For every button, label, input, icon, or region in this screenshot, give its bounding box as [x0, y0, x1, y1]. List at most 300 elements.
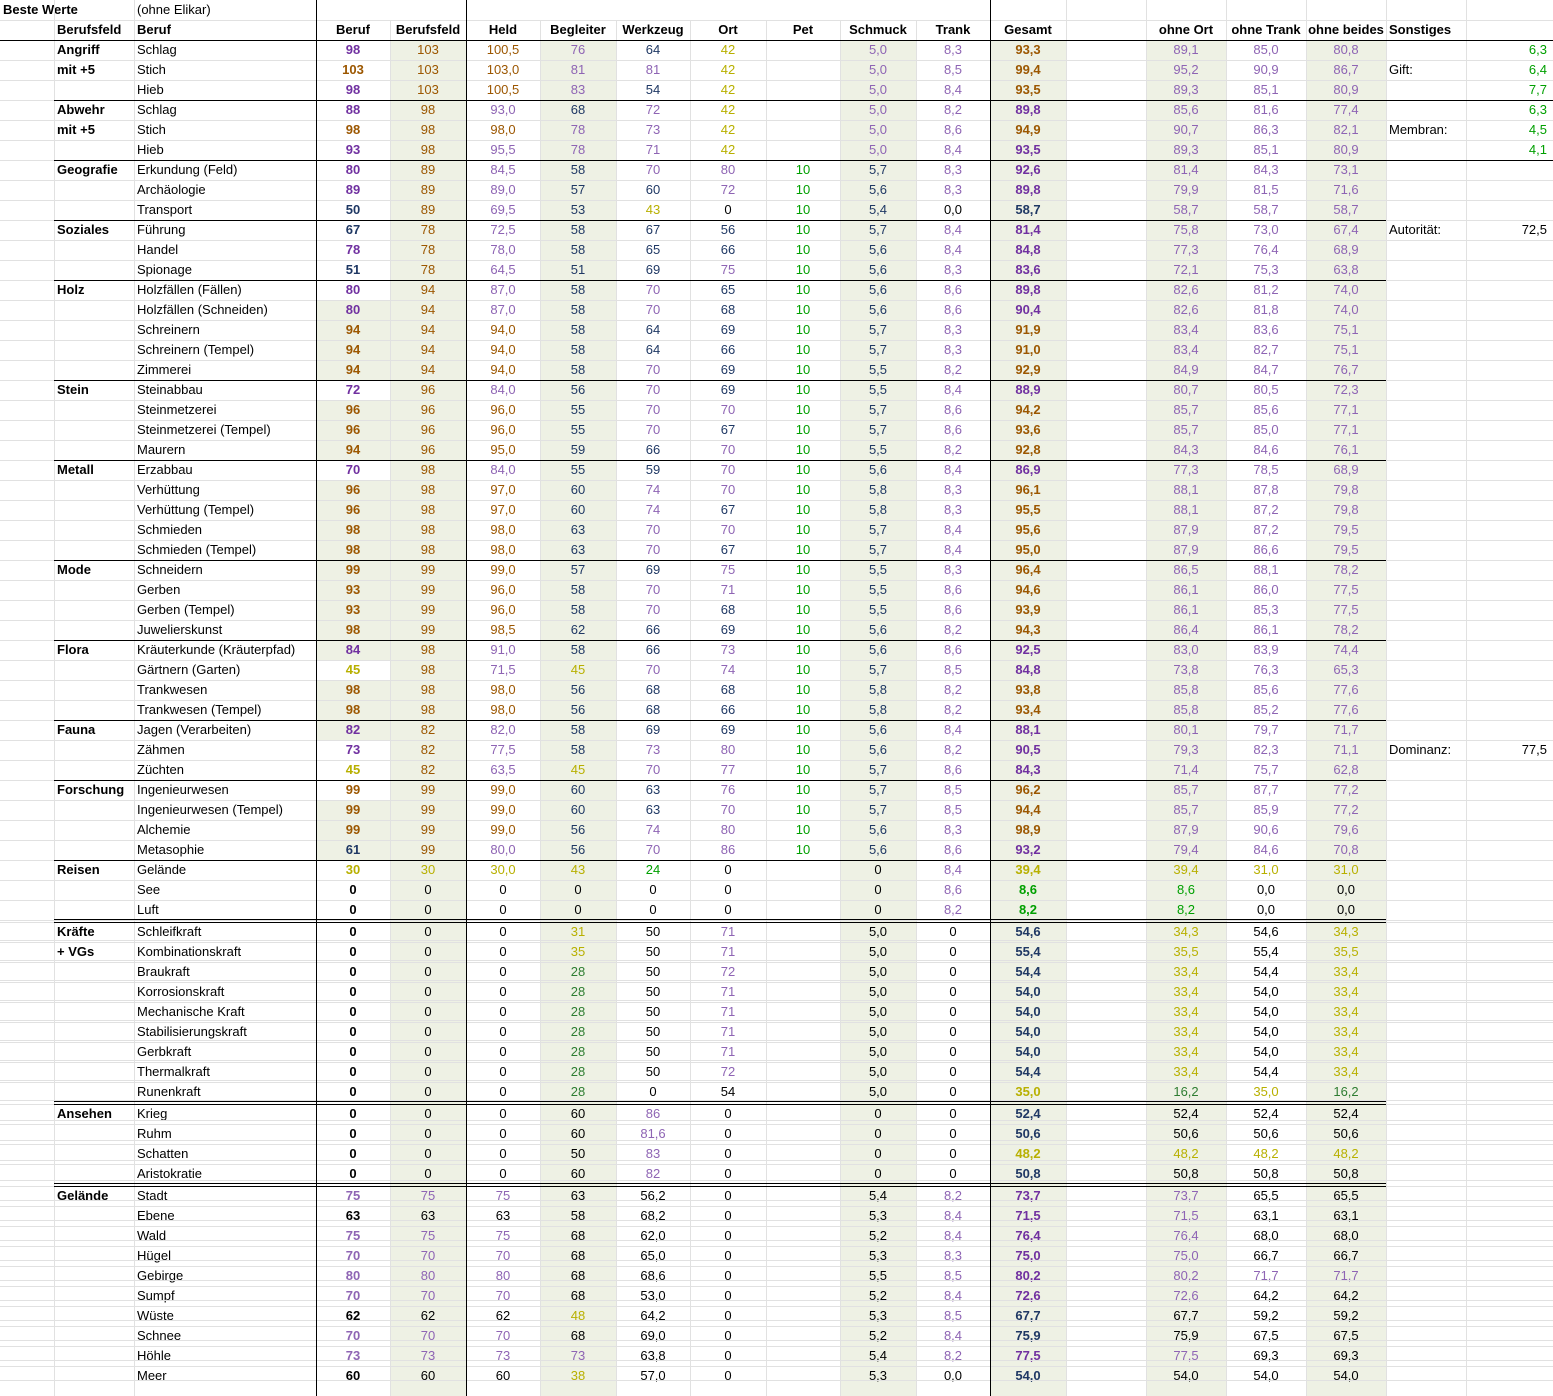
cell-ohne-ort[interactable]: 86,1 [1173, 582, 1199, 597]
cell-beruf-name[interactable]: Schnee [137, 1328, 182, 1343]
cell-berufsfeld[interactable] [54, 820, 134, 840]
cell-pet[interactable] [766, 1326, 840, 1346]
cell-blank[interactable] [1066, 60, 1146, 80]
cell-schmuck[interactable]: 5,5 [868, 1268, 888, 1283]
cell-ohne-trank[interactable]: 54,0 [1253, 1024, 1279, 1039]
cell-sonstiges-value[interactable] [1466, 1366, 1553, 1386]
cell-blank[interactable] [1066, 220, 1146, 240]
cell-ohne-beides[interactable]: 16,2 [1333, 1084, 1359, 1099]
cell-ohne-ort[interactable]: 8,2 [1176, 902, 1196, 917]
cell-berufsfeld[interactable] [54, 580, 134, 600]
cell-gesamt[interactable]: 39,4 [1015, 862, 1041, 877]
cell-schmuck[interactable]: 5,0 [868, 1004, 888, 1019]
cell-schmuck[interactable]: 0 [874, 1146, 882, 1161]
cell-begleiter[interactable]: 0 [574, 882, 582, 897]
cell-beruf[interactable]: 73 [345, 1348, 361, 1363]
cell-pet[interactable] [766, 922, 840, 942]
cell-sonstiges-value[interactable] [1466, 160, 1553, 180]
cell-ort[interactable]: 56 [720, 222, 736, 237]
cell-pet[interactable] [766, 900, 840, 920]
cell-pet[interactable] [766, 1042, 840, 1062]
cell-ort[interactable]: 0 [724, 1268, 732, 1283]
cell-gesamt[interactable]: 35,0 [1015, 1084, 1041, 1099]
cell-beruf-name[interactable]: Erkundung (Feld) [137, 162, 238, 177]
cell-ohne-trank[interactable]: 81,6 [1253, 102, 1279, 117]
cell-schmuck[interactable]: 5,0 [868, 82, 888, 97]
cell-beruf-name[interactable]: Gerben [137, 582, 181, 597]
cell-ohne-trank[interactable]: 54,0 [1253, 1044, 1279, 1059]
cell-pet[interactable]: 10 [795, 722, 811, 737]
cell-beruf[interactable]: 99 [345, 562, 361, 577]
cell-gesamt[interactable]: 95,0 [1015, 542, 1041, 557]
cell-ohne-beides[interactable]: 68,9 [1333, 462, 1359, 477]
cell-werkzeug[interactable]: 69 [645, 262, 661, 277]
cell-ort[interactable]: 54 [720, 1084, 736, 1099]
cell-trank[interactable]: 8,3 [943, 262, 963, 277]
cell-sonstiges-value[interactable] [1466, 840, 1553, 860]
cell-ohne-ort[interactable]: 84,3 [1173, 442, 1199, 457]
cell-werkzeug[interactable]: 68,6 [640, 1268, 666, 1283]
cell-ohne-trank[interactable]: 85,1 [1253, 82, 1279, 97]
cell-ohne-ort[interactable]: 58,7 [1173, 202, 1199, 217]
cell-schmuck[interactable]: 5,5 [868, 582, 888, 597]
cell-werkzeug[interactable]: 56,2 [640, 1188, 666, 1203]
header-beruf-name[interactable]: Beruf [137, 22, 171, 37]
cell-pet[interactable]: 10 [795, 682, 811, 697]
cell-begleiter[interactable]: 68 [570, 1228, 586, 1243]
cell-begleiter[interactable]: 58 [570, 722, 586, 737]
cell-ohne-beides[interactable]: 48,2 [1333, 1146, 1359, 1161]
cell-werkzeug[interactable]: 74 [645, 502, 661, 517]
cell-sonstiges[interactable] [1386, 942, 1466, 962]
cell-berufsfeld-value[interactable]: 98 [420, 462, 436, 477]
cell-held[interactable]: 95,0 [490, 442, 516, 457]
cell-ort[interactable]: 42 [720, 82, 736, 97]
cell-ohne-ort[interactable]: 35,5 [1173, 944, 1199, 959]
cell-blank[interactable] [1066, 460, 1146, 480]
cell-trank[interactable]: 8,6 [943, 402, 963, 417]
cell-sonstiges[interactable] [1386, 320, 1466, 340]
cell-beruf-name[interactable]: Ingenieurwesen (Tempel) [137, 802, 283, 817]
cell-ort[interactable]: 71 [720, 1004, 736, 1019]
cell-sonstiges[interactable] [1386, 900, 1466, 920]
cell-gesamt[interactable]: 86,9 [1015, 462, 1041, 477]
cell-begleiter[interactable]: 55 [570, 462, 586, 477]
cell-trank[interactable]: 8,5 [943, 62, 963, 77]
cell-beruf[interactable]: 96 [345, 482, 361, 497]
cell-beruf[interactable]: 96 [345, 402, 361, 417]
cell-blank[interactable] [1066, 680, 1146, 700]
cell-berufsfeld-value[interactable]: 98 [420, 142, 436, 157]
cell-ohne-ort[interactable]: 33,4 [1173, 1044, 1199, 1059]
cell-ohne-beides[interactable]: 77,6 [1333, 702, 1359, 717]
cell-beruf-name[interactable]: Stadt [137, 1188, 168, 1203]
cell-trank[interactable]: 8,6 [943, 582, 963, 597]
cell-werkzeug[interactable]: 73 [645, 742, 661, 757]
cell-sonstiges-value[interactable] [1466, 320, 1553, 340]
cell-sonstiges[interactable] [1386, 340, 1466, 360]
cell-held[interactable]: 94,0 [490, 362, 516, 377]
cell-sonstiges[interactable] [1386, 1286, 1466, 1306]
cell-ohne-trank[interactable]: 76,4 [1253, 242, 1279, 257]
cell-schmuck[interactable]: 5,3 [868, 1368, 888, 1383]
cell-ohne-beides[interactable]: 50,6 [1333, 1126, 1359, 1141]
cell-sonstiges-value[interactable] [1466, 380, 1553, 400]
cell-berufsfeld[interactable] [54, 1164, 134, 1184]
cell-ort[interactable]: 42 [720, 122, 736, 137]
cell-held[interactable]: 98,5 [490, 622, 516, 637]
cell-beruf-name[interactable]: Ingenieurwesen [137, 782, 229, 797]
cell-berufsfeld[interactable] [54, 320, 134, 340]
cell-pet[interactable]: 10 [795, 762, 811, 777]
cell-gesamt[interactable]: 77,5 [1015, 1348, 1041, 1363]
cell-ort[interactable]: 69 [720, 362, 736, 377]
cell-beruf-name[interactable]: Luft [137, 902, 159, 917]
cell-beruf-name[interactable]: Steinmetzerei (Tempel) [137, 422, 271, 437]
cell-ohne-beides[interactable]: 68,0 [1333, 1228, 1359, 1243]
cell-berufsfeld[interactable]: Geografie [57, 162, 118, 177]
cell-berufsfeld-value[interactable]: 98 [420, 642, 436, 657]
cell-ohne-ort[interactable]: 89,3 [1173, 142, 1199, 157]
cell-trank[interactable]: 8,3 [943, 42, 963, 57]
cell-pet[interactable]: 10 [795, 242, 811, 257]
cell-pet[interactable] [766, 1124, 840, 1144]
cell-ohne-trank[interactable]: 78,5 [1253, 462, 1279, 477]
cell-ohne-trank[interactable]: 85,6 [1253, 402, 1279, 417]
cell-blank[interactable] [1066, 962, 1146, 982]
cell-begleiter[interactable]: 78 [570, 142, 586, 157]
cell-ort[interactable]: 67 [720, 422, 736, 437]
cell-gesamt[interactable]: 90,5 [1015, 742, 1041, 757]
cell-werkzeug[interactable]: 74 [645, 822, 661, 837]
cell-held[interactable]: 98,0 [490, 122, 516, 137]
cell-beruf[interactable]: 70 [345, 462, 361, 477]
cell-blank[interactable] [1066, 860, 1146, 880]
cell-ohne-ort[interactable]: 87,9 [1173, 542, 1199, 557]
cell-schmuck[interactable]: 5,7 [868, 322, 888, 337]
cell-schmuck[interactable]: 5,7 [868, 222, 888, 237]
cell-held[interactable]: 73 [495, 1348, 511, 1363]
cell-gesamt[interactable]: 89,8 [1015, 102, 1041, 117]
cell-begleiter[interactable]: 56 [570, 682, 586, 697]
cell-gesamt[interactable]: 50,8 [1015, 1166, 1041, 1181]
cell-trank[interactable]: 0 [949, 1024, 957, 1039]
cell-ohne-beides[interactable]: 69,3 [1333, 1348, 1359, 1363]
cell-pet[interactable] [766, 1306, 840, 1326]
cell-berufsfeld[interactable]: Stein [57, 382, 89, 397]
cell-pet[interactable] [766, 1082, 840, 1102]
cell-ohne-trank[interactable]: 86,3 [1253, 122, 1279, 137]
header-held[interactable]: Held [488, 22, 518, 37]
cell-beruf[interactable]: 0 [349, 1064, 357, 1079]
cell-ort[interactable]: 0 [724, 1308, 732, 1323]
cell-ohne-ort[interactable]: 71,5 [1173, 1208, 1199, 1223]
cell-werkzeug[interactable]: 50 [645, 1044, 661, 1059]
cell-blank[interactable] [1066, 180, 1146, 200]
cell-beruf[interactable]: 94 [345, 362, 361, 377]
cell-schmuck[interactable]: 5,2 [868, 1228, 888, 1243]
header-blank[interactable] [1066, 20, 1146, 40]
cell-berufsfeld[interactable]: Flora [57, 642, 89, 657]
cell-held[interactable]: 98,0 [490, 682, 516, 697]
cell-beruf-name[interactable]: Gerbkraft [137, 1044, 192, 1059]
cell-berufsfeld-value[interactable]: 99 [420, 562, 436, 577]
cell-gesamt[interactable]: 75,9 [1015, 1328, 1041, 1343]
cell-ohne-trank[interactable]: 88,1 [1253, 562, 1279, 577]
cell-begleiter[interactable]: 68 [570, 1288, 586, 1303]
cell-begleiter[interactable]: 58 [570, 322, 586, 337]
cell-begleiter[interactable]: 63 [570, 542, 586, 557]
cell-ohne-ort[interactable]: 75,8 [1173, 222, 1199, 237]
cell-trank[interactable]: 0 [949, 1106, 957, 1121]
cell-ohne-beides[interactable]: 68,9 [1333, 242, 1359, 257]
cell-beruf[interactable]: 62 [345, 1308, 361, 1323]
cell-werkzeug[interactable]: 66 [645, 442, 661, 457]
cell-beruf-name[interactable]: Schreinern (Tempel) [137, 342, 255, 357]
cell-pet[interactable] [766, 80, 840, 100]
cell-gesamt[interactable]: 80,2 [1015, 1268, 1041, 1283]
cell-beruf[interactable]: 73 [345, 742, 361, 757]
cell-pet[interactable]: 10 [795, 182, 811, 197]
cell-schmuck[interactable]: 5,0 [868, 122, 888, 137]
cell-werkzeug[interactable]: 81,6 [640, 1126, 666, 1141]
cell-gesamt[interactable]: 54,4 [1015, 1064, 1041, 1079]
cell-blank[interactable] [1066, 1186, 1146, 1206]
cell-held[interactable]: 98,0 [490, 542, 516, 557]
cell-gesamt[interactable]: 94,9 [1015, 122, 1041, 137]
cell-ort[interactable]: 69 [720, 622, 736, 637]
cell-beruf[interactable]: 0 [349, 1146, 357, 1161]
cell-schmuck[interactable]: 5,7 [868, 402, 888, 417]
cell-gesamt[interactable]: 54,0 [1015, 1368, 1041, 1383]
cell-beruf-name[interactable]: Meer [137, 1368, 167, 1383]
cell-ohne-trank[interactable]: 87,2 [1253, 502, 1279, 517]
cell-blank[interactable] [1066, 1326, 1146, 1346]
cell-berufsfeld-value[interactable]: 62 [420, 1308, 436, 1323]
cell-sonstiges[interactable] [1386, 1306, 1466, 1326]
cell-beruf-name[interactable]: Ebene [137, 1208, 175, 1223]
cell-schmuck[interactable]: 5,7 [868, 422, 888, 437]
cell-ohne-ort[interactable]: 79,3 [1173, 742, 1199, 757]
cell-beruf[interactable]: 0 [349, 964, 357, 979]
cell-ort[interactable]: 69 [720, 722, 736, 737]
cell-ohne-ort[interactable]: 39,4 [1173, 862, 1199, 877]
cell-sonstiges-value[interactable] [1466, 780, 1553, 800]
cell-ohne-trank[interactable]: 48,2 [1253, 1146, 1279, 1161]
cell-beruf[interactable]: 80 [345, 162, 361, 177]
cell-ohne-trank[interactable]: 50,6 [1253, 1126, 1279, 1141]
cell-berufsfeld-value[interactable]: 0 [424, 1166, 432, 1181]
cell-ohne-beides[interactable]: 76,1 [1333, 442, 1359, 457]
cell-werkzeug[interactable]: 69,0 [640, 1328, 666, 1343]
cell-sonstiges-value[interactable] [1466, 520, 1553, 540]
cell-gesamt[interactable]: 93,5 [1015, 82, 1041, 97]
cell-trank[interactable]: 8,3 [943, 342, 963, 357]
cell-sonstiges[interactable] [1386, 140, 1466, 160]
cell-schmuck[interactable]: 5,6 [868, 262, 888, 277]
cell-gesamt[interactable]: 54,0 [1015, 984, 1041, 999]
cell-werkzeug[interactable]: 70 [645, 402, 661, 417]
header-sonstiges-value[interactable] [1466, 20, 1553, 40]
cell-begleiter[interactable]: 57 [570, 562, 586, 577]
cell-werkzeug[interactable]: 66 [645, 642, 661, 657]
cell-ohne-beides[interactable]: 77,6 [1333, 682, 1359, 697]
cell-trank[interactable]: 0 [949, 984, 957, 999]
cell-blank[interactable] [1066, 1366, 1146, 1386]
cell-sonstiges[interactable] [1386, 760, 1466, 780]
cell-pet[interactable]: 10 [795, 202, 811, 217]
cell-begleiter[interactable]: 45 [570, 662, 586, 677]
cell-sonstiges-value[interactable] [1466, 720, 1553, 740]
cell-berufsfeld-value[interactable]: 75 [420, 1228, 436, 1243]
cell-held[interactable]: 0 [499, 882, 507, 897]
cell-sonstiges-value[interactable] [1466, 1306, 1553, 1326]
sheet-subtitle[interactable]: (ohne Elikar) [137, 2, 211, 17]
cell-ohne-trank[interactable]: 54,6 [1253, 924, 1279, 939]
cell-ort[interactable]: 72 [720, 964, 736, 979]
cell-pet[interactable]: 10 [795, 642, 811, 657]
cell-held[interactable]: 63 [495, 1208, 511, 1223]
cell-held[interactable]: 72,5 [490, 222, 516, 237]
cell-schmuck[interactable]: 5,8 [868, 482, 888, 497]
cell-trank[interactable]: 8,4 [943, 462, 963, 477]
cell-begleiter[interactable]: 63 [570, 1188, 586, 1203]
cell-sonstiges[interactable] [1386, 400, 1466, 420]
cell-held[interactable]: 99,0 [490, 562, 516, 577]
cell-berufsfeld[interactable]: Angriff [57, 42, 100, 57]
cell-ohne-beides[interactable]: 76,7 [1333, 362, 1359, 377]
cell-sonstiges-value[interactable] [1466, 1346, 1553, 1366]
cell-schmuck[interactable]: 5,0 [868, 924, 888, 939]
cell-berufsfeld[interactable]: Holz [57, 282, 85, 297]
cell-blank[interactable] [1066, 480, 1146, 500]
cell-beruf-name[interactable]: Maurern [137, 442, 186, 457]
cell-beruf-name[interactable]: Trankwesen (Tempel) [137, 702, 262, 717]
cell-gesamt[interactable]: 93,2 [1015, 842, 1041, 857]
cell-pet[interactable] [766, 1164, 840, 1184]
cell-berufsfeld[interactable] [54, 440, 134, 460]
cell-gesamt[interactable]: 88,1 [1015, 722, 1041, 737]
cell-held[interactable]: 0 [499, 1146, 507, 1161]
cell-gesamt[interactable]: 84,3 [1015, 762, 1041, 777]
cell-ohne-ort[interactable]: 89,1 [1173, 42, 1199, 57]
cell-berufsfeld[interactable] [54, 260, 134, 280]
cell-berufsfeld-value[interactable]: 99 [420, 802, 436, 817]
cell-trank[interactable]: 8,5 [943, 662, 963, 677]
cell-ort[interactable]: 70 [720, 442, 736, 457]
cell-held[interactable]: 0 [499, 1064, 507, 1079]
cell-begleiter[interactable]: 28 [570, 984, 586, 999]
cell-held[interactable]: 0 [499, 944, 507, 959]
cell-trank[interactable]: 8,4 [943, 722, 963, 737]
cell-ort[interactable]: 75 [720, 562, 736, 577]
cell-begleiter[interactable]: 68 [570, 1268, 586, 1283]
cell-schmuck[interactable]: 5,6 [868, 242, 888, 257]
cell-beruf[interactable]: 93 [345, 582, 361, 597]
cell-held[interactable]: 96,0 [490, 402, 516, 417]
cell-sonstiges[interactable] [1386, 1346, 1466, 1366]
cell-begleiter[interactable]: 68 [570, 102, 586, 117]
cell-ohne-trank[interactable]: 87,8 [1253, 482, 1279, 497]
cell-blank[interactable] [1066, 1286, 1146, 1306]
cell-pet[interactable]: 10 [795, 542, 811, 557]
cell-trank[interactable]: 0 [949, 964, 957, 979]
cell-ohne-ort[interactable]: 83,0 [1173, 642, 1199, 657]
cell-beruf-name[interactable]: Schatten [137, 1146, 189, 1161]
cell-sonstiges-value[interactable] [1466, 1124, 1553, 1144]
cell-werkzeug[interactable]: 63 [645, 782, 661, 797]
cell-ohne-beides[interactable]: 67,4 [1333, 222, 1359, 237]
cell-blank[interactable] [1066, 1164, 1146, 1184]
cell-werkzeug[interactable]: 72 [645, 102, 661, 117]
cell-trank[interactable]: 0,0 [943, 202, 963, 217]
cell-sonstiges[interactable]: Dominanz: [1389, 742, 1452, 757]
cell-ohne-trank[interactable]: 54,0 [1253, 984, 1279, 999]
cell-beruf[interactable]: 98 [345, 622, 361, 637]
cell-begleiter[interactable]: 28 [570, 1004, 586, 1019]
cell-trank[interactable]: 8,4 [943, 1288, 963, 1303]
cell-held[interactable]: 78,0 [490, 242, 516, 257]
cell-held[interactable]: 80,0 [490, 842, 516, 857]
cell-werkzeug[interactable]: 86 [645, 1106, 661, 1121]
cell-ohne-beides[interactable]: 79,5 [1333, 542, 1359, 557]
cell-ohne-trank[interactable]: 69,3 [1253, 1348, 1279, 1363]
sheet-title[interactable]: Beste Werte [3, 2, 78, 17]
cell-sonstiges[interactable]: Autorität: [1389, 222, 1442, 237]
cell-trank[interactable]: 8,4 [943, 542, 963, 557]
cell-berufsfeld[interactable] [54, 962, 134, 982]
cell-berufsfeld-value[interactable]: 0 [424, 882, 432, 897]
cell-trank[interactable]: 8,4 [943, 1208, 963, 1223]
cell-begleiter[interactable]: 60 [570, 502, 586, 517]
cell-ohne-ort[interactable]: 85,7 [1173, 402, 1199, 417]
cell-begleiter[interactable]: 28 [570, 1044, 586, 1059]
cell-schmuck[interactable]: 5,4 [868, 202, 888, 217]
cell-blank[interactable] [1066, 620, 1146, 640]
cell-begleiter[interactable]: 56 [570, 822, 586, 837]
cell-schmuck[interactable]: 5,2 [868, 1328, 888, 1343]
cell-sonstiges[interactable] [1386, 420, 1466, 440]
cell-berufsfeld[interactable]: Fauna [57, 722, 96, 737]
cell-beruf[interactable]: 0 [349, 1024, 357, 1039]
cell-schmuck[interactable]: 5,6 [868, 722, 888, 737]
cell-sonstiges-value[interactable] [1466, 500, 1553, 520]
cell-ort[interactable]: 77 [720, 762, 736, 777]
cell-ort[interactable]: 65 [720, 282, 736, 297]
cell-ort[interactable]: 70 [720, 482, 736, 497]
cell-held[interactable]: 70 [495, 1288, 511, 1303]
cell-berufsfeld[interactable] [54, 760, 134, 780]
cell-schmuck[interactable]: 5,7 [868, 782, 888, 797]
cell-berufsfeld[interactable] [54, 1206, 134, 1226]
cell-schmuck[interactable]: 5,6 [868, 282, 888, 297]
cell-trank[interactable]: 8,5 [943, 1268, 963, 1283]
cell-ohne-ort[interactable]: 73,7 [1173, 1188, 1199, 1203]
cell-ort[interactable]: 71 [720, 944, 736, 959]
cell-gesamt[interactable]: 88,9 [1015, 382, 1041, 397]
cell-sonstiges[interactable] [1386, 540, 1466, 560]
cell-ohne-beides[interactable]: 58,7 [1333, 202, 1359, 217]
cell-schmuck[interactable]: 5,5 [868, 362, 888, 377]
cell-trank[interactable]: 8,2 [943, 902, 963, 917]
cell-held[interactable]: 71,5 [490, 662, 516, 677]
cell-werkzeug[interactable]: 70 [645, 662, 661, 677]
cell-berufsfeld-value[interactable]: 103 [417, 62, 439, 77]
cell-schmuck[interactable]: 5,6 [868, 302, 888, 317]
cell-ohne-ort[interactable]: 90,7 [1173, 122, 1199, 137]
cell-sonstiges[interactable] [1386, 660, 1466, 680]
cell-pet[interactable] [766, 100, 840, 120]
